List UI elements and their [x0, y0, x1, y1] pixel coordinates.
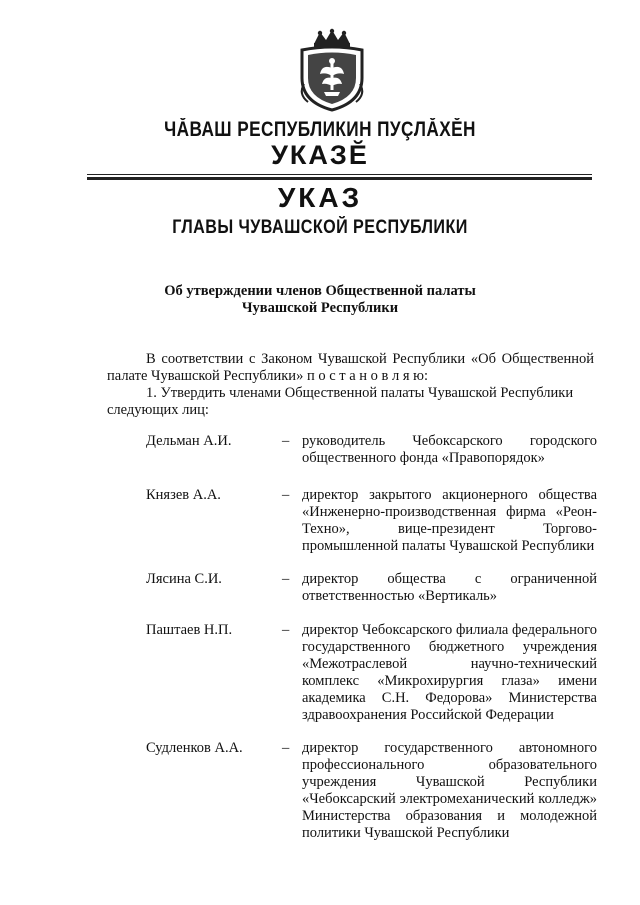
header-divider-thin	[87, 174, 592, 175]
preamble-paragraph	[107, 351, 594, 385]
member-dash: –	[282, 571, 290, 587]
decree-title-line2: Чувашской Республики	[241, 300, 399, 316]
member-dash: –	[282, 622, 290, 638]
member-role: директор Чебоксарского филиала федерального государственного бюджетного учреждения «Межотраслевой научно-технический комплекс «Микрохирургия глаза» имени академика С.Н. Федорова» Министерства здравоохранения Российской Федерации	[302, 622, 597, 723]
member-role: директор государственного автономного профессионального образовательного учреждения Чувашской Республики «Чебоксарский электромеханический колледж» Министерства образования и молодежной политики Чувашской Республики	[302, 740, 597, 841]
decree-title-line1: Об утверждении членов Общественной палаты	[164, 283, 476, 299]
item-1-paragraph: 1. Утвердить членами Общественной палаты Чувашской Республики следующих лиц:	[107, 385, 574, 418]
member-name: Лясина С.И.	[146, 571, 222, 587]
coat-of-arms-icon	[294, 28, 370, 112]
member-name: Судленков А.А.	[146, 740, 243, 756]
member-name: Князев А.А.	[146, 487, 221, 503]
postanovlyayu-word: п о с т а н о в л я ю:	[306, 368, 429, 384]
chuvash-ukaze-heading: УКАЗĔ	[271, 140, 369, 170]
member-role: директор общества с ограниченной ответственностью «Вертикаль»	[302, 571, 597, 604]
decree-title	[0, 283, 640, 317]
member-dash: –	[282, 740, 290, 756]
member-name: Дельман А.И.	[146, 433, 232, 449]
ukaz-heading: УКАЗ	[277, 182, 363, 213]
issuer-line: ГЛАВЫ ЧУВАШСКОЙ РЕСПУБЛИКИ	[172, 217, 468, 238]
member-dash: –	[282, 487, 290, 503]
member-role: директор закрытого акционерного общества «Инженерно-производственная фирма «Реон-Техно», вице-президент Торгово-промышленной палаты Чувашской Республики	[302, 487, 597, 554]
preamble-text: В соответствии с Законом Чувашской Республики «Об Общественной палате Чувашской Республики»	[107, 351, 594, 384]
header-divider-thick	[87, 177, 592, 180]
member-dash: –	[282, 433, 290, 449]
member-name: Паштаев Н.П.	[146, 622, 233, 638]
chuvash-header-line: ЧĂВАШ РЕСПУБЛИКИН ПУÇЛĂХĔН	[164, 118, 476, 141]
member-role: руководитель Чебоксарского городского общественного фонда «Правопорядок»	[302, 433, 597, 466]
